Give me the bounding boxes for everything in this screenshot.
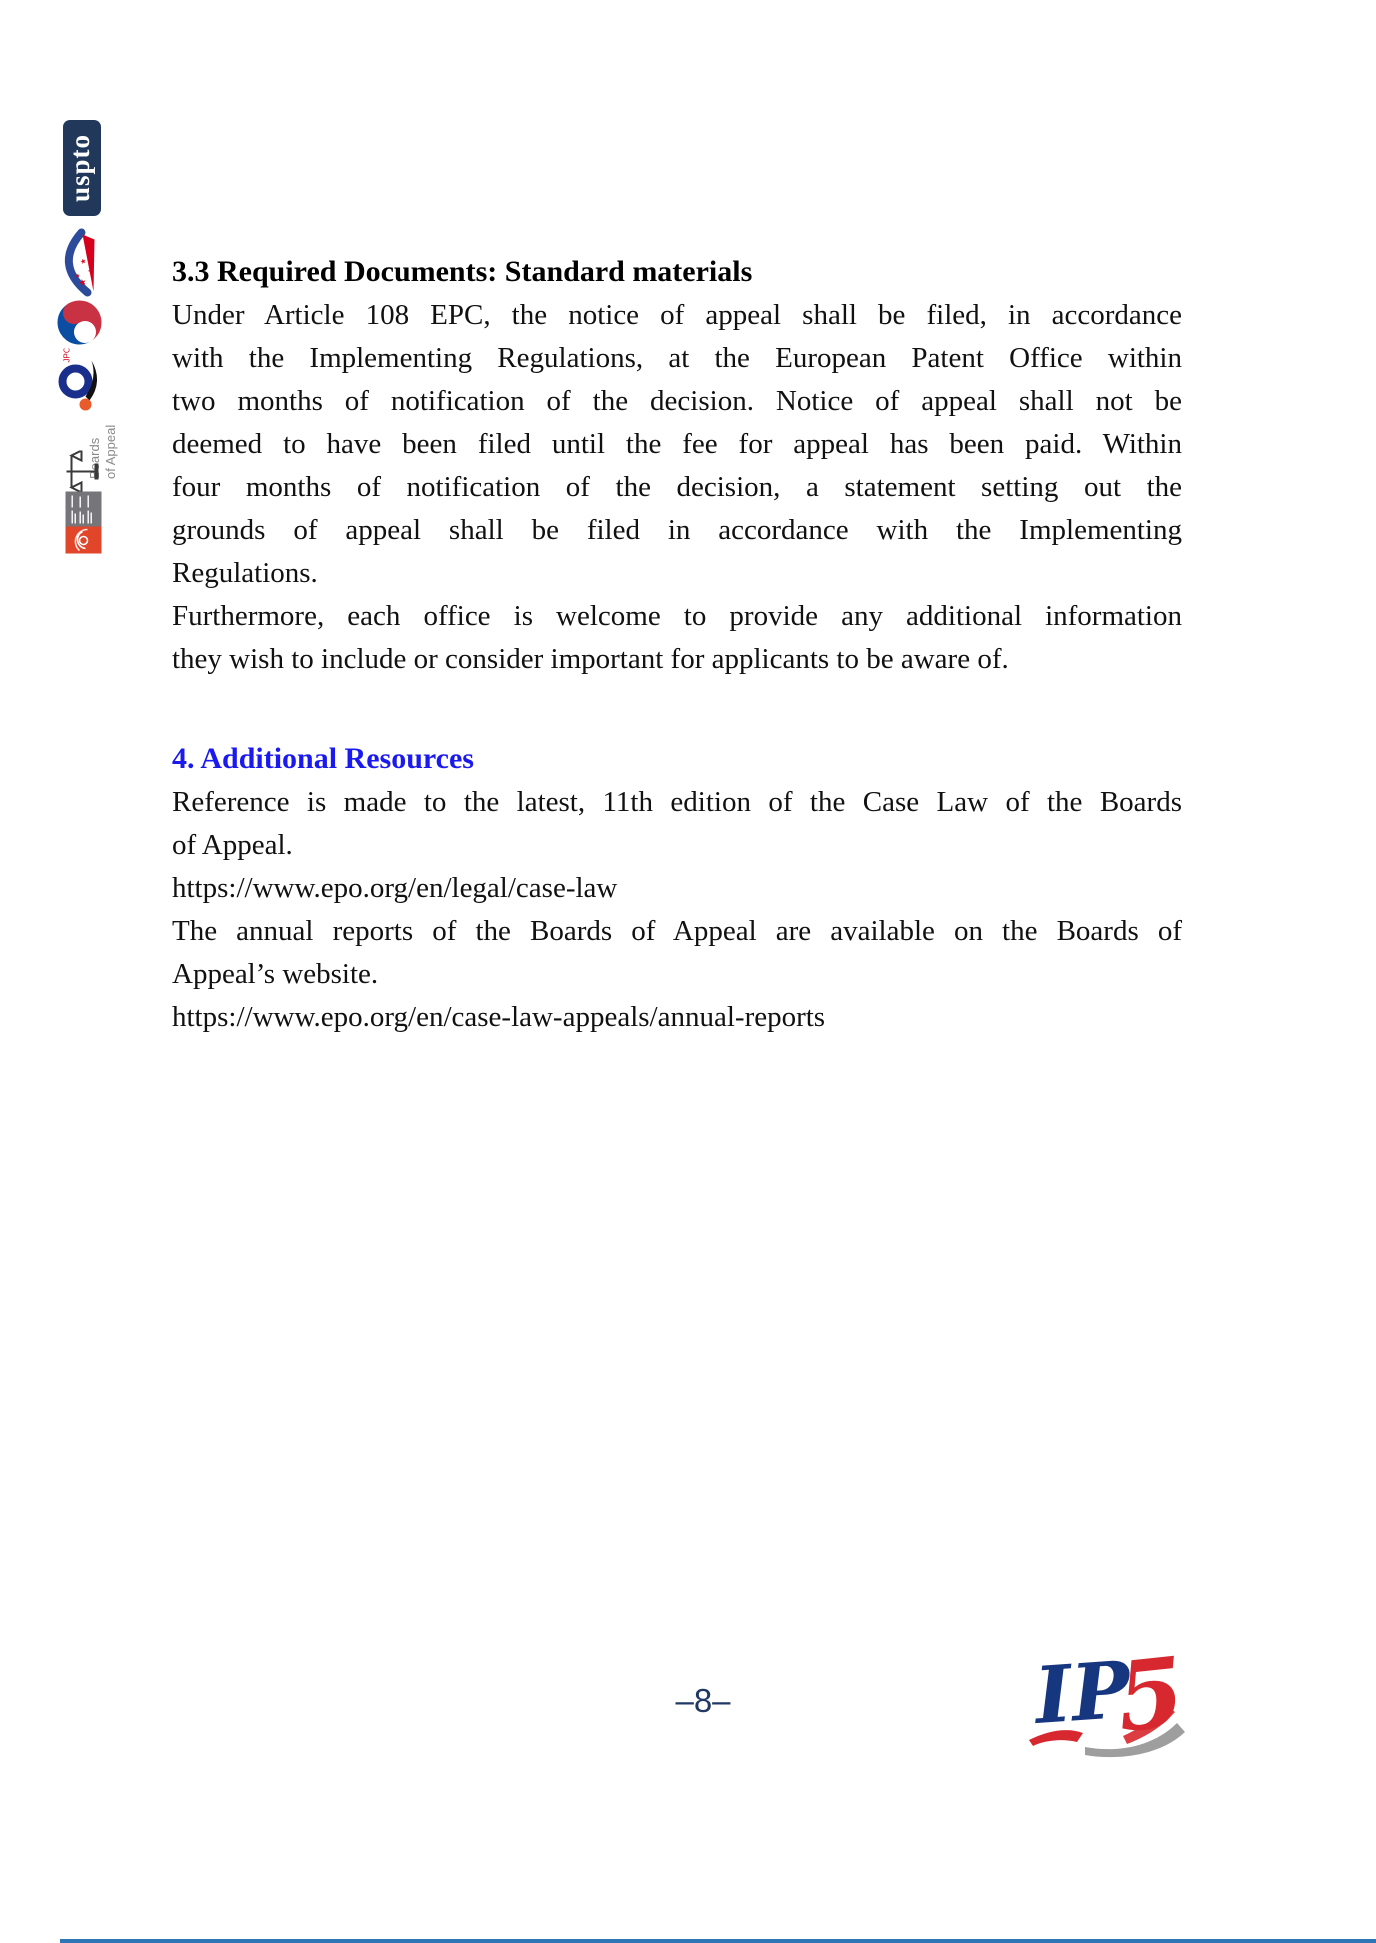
cnipa-logo xyxy=(56,229,109,299)
svg-text:★: ★ xyxy=(77,278,88,287)
text-line: with the Implementing Regulations, at the European Patent Office within xyxy=(172,342,1182,374)
ip5-logo xyxy=(1025,1628,1195,1768)
text-line: two months of notification of the decision. Notice of appeal shall not be xyxy=(172,385,1182,417)
bottom-page-rule xyxy=(60,1939,1376,1943)
text-line: Furthermore, each office is welcome to provide any additional information xyxy=(172,600,1182,632)
svg-text:★: ★ xyxy=(79,258,88,265)
section-3-3-paragraph-2 xyxy=(172,595,1182,681)
text-line: they wish to include or consider important for applicants to be aware of. xyxy=(172,643,1009,675)
text-line: Appeal’s website. xyxy=(172,958,379,990)
ip5-logo-5-text: 5 xyxy=(1111,1636,1190,1754)
svg-text:★: ★ xyxy=(86,267,96,275)
section-3-3-heading: 3.3 Required Documents: Standard materials xyxy=(172,255,753,288)
text-line: Reference is made to the latest, 11th edition of the Case Law of the Boards xyxy=(172,786,1182,818)
section-3-3-paragraph-1 xyxy=(172,294,1182,595)
text-line: grounds of appeal shall be filed in accordance with the Implementing xyxy=(172,514,1182,546)
svg-text:★: ★ xyxy=(75,273,82,279)
text-line: four months of notification of the decision, a statement setting out the xyxy=(172,471,1182,503)
page-number: –8– xyxy=(675,1682,731,1719)
text-line: of Appeal. xyxy=(172,829,293,861)
text-line: deemed to have been filed until the fee for appeal has been paid. Within xyxy=(172,428,1182,460)
epo-logo-icon xyxy=(66,492,102,554)
section-4-paragraph-1 xyxy=(172,781,1182,867)
jpo-logo-label: JPO xyxy=(62,348,72,363)
section-4-heading: 4. Additional Resources xyxy=(172,742,474,775)
boards-label-line2: of Appeal xyxy=(103,424,118,479)
scales-icon xyxy=(64,451,107,493)
uspto-logo xyxy=(63,120,101,216)
annual-reports-url-link[interactable]: https://www.epo.org/en/case-law-appeals/annual-reports xyxy=(172,1001,826,1033)
section-4-paragraph-2 xyxy=(172,910,1182,996)
kipo-taegeuk-icon xyxy=(56,299,104,347)
text-line: Under Article 108 EPC, the notice of appeal shall be filed, in accordance xyxy=(172,299,1182,331)
cnipa-logo-icon xyxy=(56,229,104,299)
text-line: The annual reports of the Boards of Appeal are available on the Boards of xyxy=(172,915,1182,947)
case-law-url-link[interactable]: https://www.epo.org/en/legal/case-law xyxy=(172,872,618,904)
kipo-logo xyxy=(56,299,109,347)
uspto-logo-label: uspto xyxy=(65,133,95,203)
document-body xyxy=(172,250,1182,1039)
text-line: Regulations. xyxy=(172,557,318,589)
ip5-logo-ip-text: IP xyxy=(1031,1644,1134,1742)
epo-logo xyxy=(66,492,107,554)
boards-label-line1: Boards xyxy=(87,437,102,479)
ip5-logo-icon xyxy=(1025,1628,1195,1763)
